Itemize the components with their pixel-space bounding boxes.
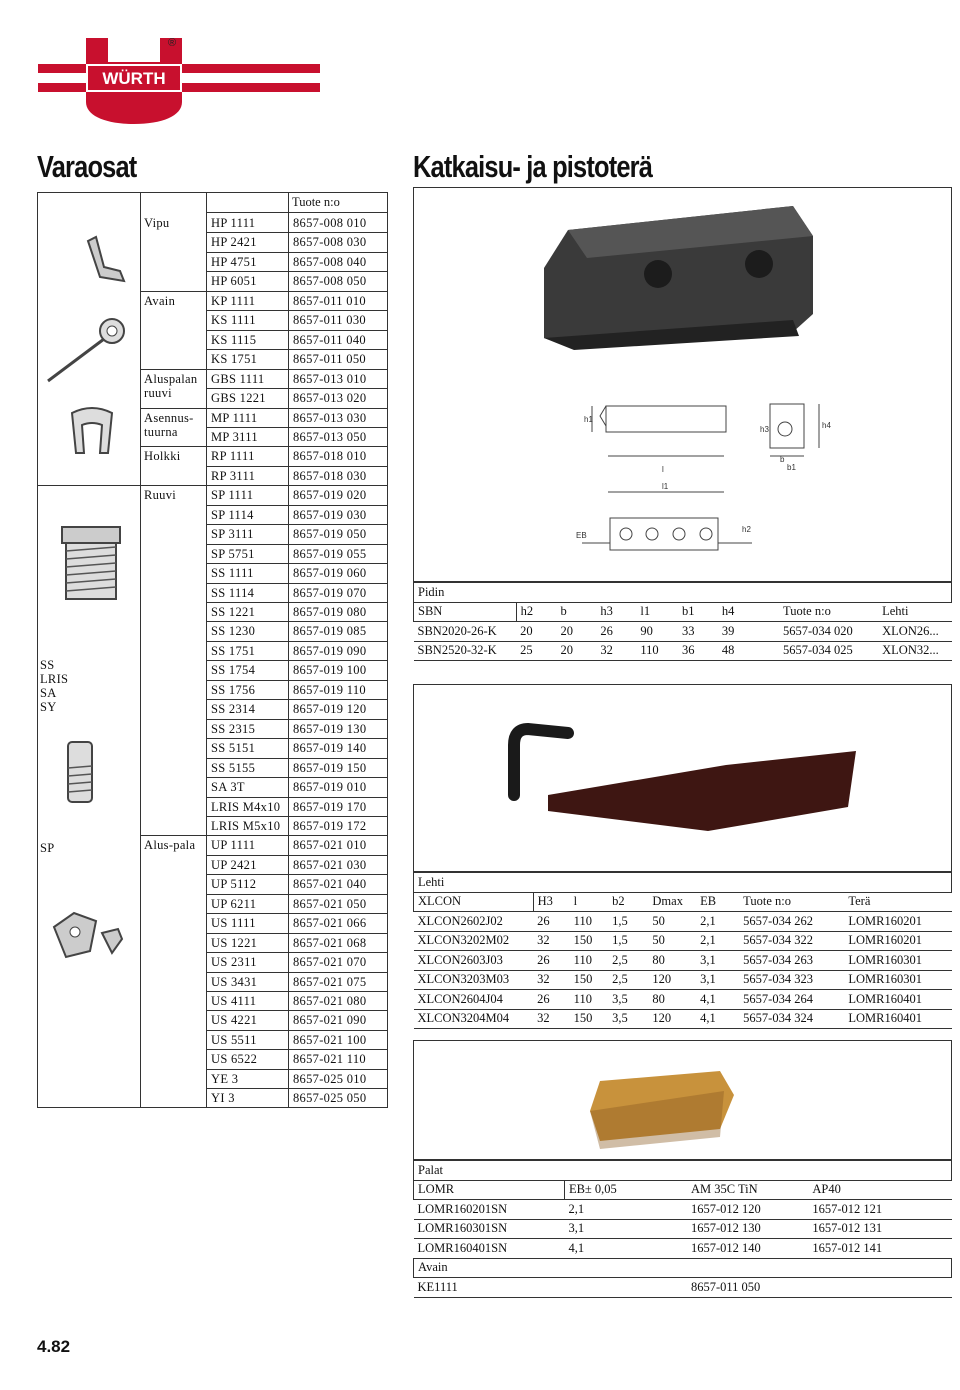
part-code: LRIS M5x10	[211, 818, 281, 833]
column-header: h4	[718, 602, 779, 622]
part-code: SS 1751	[211, 643, 256, 658]
insert-illustration	[414, 1041, 953, 1161]
part-code: UP 2421	[211, 857, 257, 872]
table-cell: 150	[570, 970, 609, 990]
part-code: US 5511	[211, 1032, 257, 1047]
part-code: SP 3111	[211, 527, 254, 542]
table-row	[414, 1278, 952, 1298]
column-header: h2	[516, 602, 556, 622]
part-code: UP 6211	[211, 896, 257, 911]
table-cell: 33	[678, 622, 718, 642]
part-code: US 4111	[211, 994, 257, 1008]
part-product-no: 8657-019 050	[293, 527, 367, 542]
table-cell: LOMR160401	[844, 1009, 951, 1029]
column-header: SBN	[414, 602, 517, 622]
table-cell: 5657-034 323	[739, 970, 844, 990]
part-code: HP 4751	[211, 254, 257, 269]
part-code: SP 1111	[211, 488, 254, 503]
table-cell: 120	[648, 970, 696, 990]
table-cell: 5657-034 324	[739, 1009, 844, 1029]
part-code: SS 5151	[211, 741, 256, 756]
column-header: XLCON	[414, 892, 534, 912]
column-header: b	[557, 602, 597, 622]
table-cell: 80	[648, 951, 696, 971]
blade-and-key-illustration	[414, 685, 953, 873]
table-cell: 1657-012 120	[687, 1200, 808, 1220]
part-product-no: 8657-018 030	[293, 468, 367, 483]
table-cell: 3,1	[696, 970, 739, 990]
table-cell: 90	[636, 622, 678, 642]
table-cell: 2,5	[608, 970, 648, 990]
table-cell: 32	[596, 641, 636, 661]
part-code: SS 1754	[211, 663, 256, 678]
table-cell: 26	[596, 622, 636, 642]
part-product-no: 8657-021 090	[293, 1013, 367, 1028]
table-row	[414, 1009, 952, 1029]
svg-text:l: l	[662, 465, 664, 474]
part-product-no: 8657-021 070	[293, 955, 367, 970]
part-product-no: 8657-019 120	[293, 702, 367, 717]
part-product-no: 8657-013 010	[293, 371, 367, 386]
part-product-no: 8657-019 130	[293, 721, 367, 736]
table-cell: 50	[648, 912, 696, 932]
part-product-no: 8657-008 040	[293, 254, 367, 269]
group-label: Holkki	[144, 449, 181, 464]
part-code: GBS 1111	[211, 371, 265, 386]
table-cell: 110	[570, 951, 609, 971]
part-code: US 3431	[211, 974, 258, 989]
part-product-no: 8657-019 140	[293, 741, 367, 756]
table-cell: SBN2520-32-K	[414, 641, 517, 661]
table-cell: 26	[533, 951, 570, 971]
left-section-title: Varaosat	[37, 149, 137, 184]
part-product-no: 8657-021 066	[293, 916, 367, 931]
part-product-no: 8657-013 030	[293, 410, 367, 425]
table-cell: 48	[718, 641, 779, 661]
part-product-no: 8657-019 085	[293, 624, 367, 639]
part-code: YE 3	[211, 1071, 239, 1086]
part-code: SS 2314	[211, 702, 256, 717]
table-cell: 25	[516, 641, 556, 661]
table-cell: LOMR160201	[844, 912, 951, 932]
group-label: Avain	[144, 293, 176, 308]
set-screw-image	[62, 738, 102, 808]
table-cell: XLCON3203M03	[414, 970, 534, 990]
support-pad-image	[48, 907, 128, 967]
svg-text:b1: b1	[787, 463, 796, 472]
part-code: MP 1111	[211, 410, 258, 425]
part-code: SP 1114	[211, 507, 254, 522]
part-code: MP 3111	[211, 429, 258, 444]
table-cell: 20	[557, 641, 597, 661]
table-cell: 1657-012 121	[808, 1200, 951, 1220]
svg-text:h2: h2	[742, 525, 751, 534]
part-product-no: 8657-018 010	[293, 449, 367, 464]
table-cell: XLON26...	[878, 622, 951, 642]
part-product-no: 8657-011 010	[293, 293, 366, 308]
table-cell: 2,1	[696, 912, 739, 932]
column-header: Tuote n:o	[739, 892, 844, 912]
table-row	[414, 912, 952, 932]
part-code: RP 3111	[211, 468, 256, 483]
part-code: HP 2421	[211, 235, 257, 250]
part-code: HP 1111	[211, 216, 256, 230]
table-cell: 5657-034 020	[779, 622, 878, 642]
wurth-logo	[38, 36, 328, 126]
page-number: 4.82	[37, 1337, 71, 1356]
table-cell: XLCON3204M04	[414, 1009, 534, 1029]
part-code: YI 3	[211, 1091, 235, 1106]
part-code: KP 1111	[211, 293, 256, 308]
part-code: SS 5155	[211, 760, 256, 775]
part-code: UP 5112	[211, 877, 257, 892]
table-cell: XLCON2604J04	[414, 990, 534, 1010]
column-header: EB	[696, 892, 739, 912]
part-product-no: 8657-021 010	[293, 838, 367, 853]
table-cell: 3,5	[608, 990, 648, 1010]
spare-parts-table	[37, 192, 388, 1108]
column-header: Tuote n:o	[779, 602, 878, 622]
column-header: Lehti	[878, 602, 951, 622]
column-header: EB± 0,05	[564, 1180, 687, 1200]
mounting-pin-image	[68, 405, 118, 460]
part-product-no: 8657-021 068	[293, 935, 367, 950]
holder-illustration	[414, 188, 953, 583]
part-product-no: 8657-019 150	[293, 760, 367, 775]
part-code: SS 1230	[211, 624, 256, 639]
table-cell: 20	[516, 622, 556, 642]
column-header: l1	[636, 602, 678, 622]
group-label: Asennus-tuurna	[144, 410, 194, 439]
group-label: Alus-pala	[144, 838, 196, 853]
part-product-no: 8657-008 030	[293, 235, 367, 250]
blade-table	[413, 872, 952, 1029]
column-header: H3	[533, 892, 570, 912]
table-cell: 50	[648, 931, 696, 951]
table-row	[414, 931, 952, 951]
part-code: SS 1114	[211, 585, 255, 600]
table-cell: XLON32...	[878, 641, 951, 661]
table-cell: XLCON2603J03	[414, 951, 534, 971]
svg-text:b: b	[780, 455, 785, 464]
part-code: SS 1756	[211, 682, 256, 697]
table-cell: 4,1	[564, 1239, 687, 1259]
sp-label: SP	[40, 841, 55, 855]
part-product-no: 8657-025 010	[293, 1071, 367, 1086]
key-product-no: 8657-011 050	[687, 1278, 952, 1298]
part-product-no: 8657-013 050	[293, 429, 367, 444]
part-product-no: 8657-019 172	[293, 818, 367, 833]
table-cell: XLCON3202M02	[414, 931, 534, 951]
screw-image	[56, 523, 126, 603]
table-header-product-no: Tuote n:o	[292, 195, 340, 209]
table-cell: 110	[636, 641, 678, 661]
table-cell: 2,5	[608, 951, 648, 971]
part-product-no: 8657-011 030	[293, 313, 366, 328]
inserts-table	[413, 1160, 952, 1298]
table-row	[414, 951, 952, 971]
part-code: SP 5751	[211, 546, 255, 561]
part-product-no: 8657-019 110	[293, 682, 366, 697]
key-caption: Avain	[414, 1258, 952, 1278]
table-cell: 26	[533, 912, 570, 932]
part-product-no: 8657-019 020	[293, 488, 367, 503]
table-cell: 36	[678, 641, 718, 661]
group-label: Ruuvi	[144, 488, 177, 503]
group-label: Aluspalan ruuvi	[144, 371, 198, 400]
part-product-no: 8657-019 055	[293, 546, 367, 561]
part-product-no: 8657-008 010	[293, 216, 367, 230]
column-header: b2	[608, 892, 648, 912]
table-cell: 5657-034 262	[739, 912, 844, 932]
part-product-no: 8657-025 050	[293, 1091, 367, 1106]
svg-text:EB: EB	[576, 531, 587, 540]
part-code: UP 1111	[211, 838, 256, 853]
table-cell: LOMR160401	[844, 990, 951, 1010]
table-cell: 1657-012 130	[687, 1219, 808, 1239]
part-code: LRIS M4x10	[211, 799, 281, 814]
table-row	[414, 970, 952, 990]
table-cell: 3,1	[696, 951, 739, 971]
brand-wordmark: WÜRTH	[102, 69, 166, 88]
table-cell: LOMR160301	[844, 951, 951, 971]
part-product-no: 8657-019 030	[293, 507, 367, 522]
column-header: h3	[596, 602, 636, 622]
part-product-no: 8657-021 050	[293, 896, 367, 911]
column-header: l	[570, 892, 609, 912]
part-code: KS 1115	[211, 332, 257, 347]
table-row	[414, 1200, 952, 1220]
part-product-no: 8657-021 110	[293, 1052, 366, 1067]
table-cell: 3,5	[608, 1009, 648, 1029]
part-code: SS 2315	[211, 721, 256, 736]
table-cell: 4,1	[696, 1009, 739, 1029]
holder-table	[413, 582, 952, 661]
table-row	[414, 1219, 952, 1239]
part-product-no: 8657-011 040	[293, 332, 366, 347]
insert-image-box	[413, 1040, 952, 1160]
table-cell: 1,5	[608, 931, 648, 951]
table-row	[414, 1239, 952, 1259]
table-cell: 5657-034 263	[739, 951, 844, 971]
table-cell: 1657-012 131	[808, 1219, 951, 1239]
group-label: Vipu	[144, 216, 170, 230]
table-cell: 5657-034 264	[739, 990, 844, 1010]
part-product-no: 8657-021 030	[293, 857, 367, 872]
table-cell: LOMR160301SN	[414, 1219, 565, 1239]
column-header: LOMR	[414, 1180, 565, 1200]
part-product-no: 8657-019 060	[293, 566, 367, 581]
part-product-no: 8657-021 075	[293, 974, 367, 989]
part-product-no: 8657-013 020	[293, 391, 367, 406]
svg-text:l1: l1	[662, 482, 669, 491]
table-cell: 20	[557, 622, 597, 642]
table-cell: SBN2020-26-K	[414, 622, 517, 642]
table-cell: LOMR160201	[844, 931, 951, 951]
table-cell: 150	[570, 1009, 609, 1029]
svg-text:h1: h1	[584, 415, 593, 424]
part-product-no: 8657-011 050	[293, 352, 366, 367]
table-row	[414, 990, 952, 1010]
part-product-no: 8657-019 080	[293, 605, 367, 619]
table-cell: 1657-012 141	[808, 1239, 951, 1259]
part-product-no: 8657-021 080	[293, 994, 367, 1008]
svg-text:h3: h3	[760, 425, 769, 434]
part-product-no: 8657-008 050	[293, 274, 367, 289]
table-cell: 5657-034 025	[779, 641, 878, 661]
key-image	[42, 311, 132, 391]
table-caption: Lehti	[414, 873, 952, 893]
screw-types-label: SS LRIS SA SY	[40, 658, 69, 714]
part-product-no: 8657-021 100	[293, 1032, 367, 1047]
table-cell: 2,1	[564, 1200, 687, 1220]
table-cell: 32	[533, 1009, 570, 1029]
table-cell: 39	[718, 622, 779, 642]
part-product-no: 8657-019 010	[293, 780, 367, 795]
part-product-no: 8657-019 170	[293, 799, 367, 814]
part-code: KS 1111	[211, 313, 256, 328]
table-cell: 120	[648, 1009, 696, 1029]
part-product-no: 8657-019 100	[293, 663, 367, 678]
table-cell: 4,1	[696, 990, 739, 1010]
table-cell: 32	[533, 931, 570, 951]
part-code: US 6522	[211, 1052, 258, 1067]
table-cell: 110	[570, 912, 609, 932]
column-header: AM 35C TiN	[687, 1180, 808, 1200]
table-cell: 150	[570, 931, 609, 951]
part-code: SA 3T	[211, 780, 245, 795]
part-code: US 1111	[211, 916, 256, 931]
svg-text:h4: h4	[822, 421, 831, 430]
table-cell: LOMR160401SN	[414, 1239, 565, 1259]
table-cell: 2,1	[696, 931, 739, 951]
part-product-no: 8657-019 090	[293, 643, 367, 658]
part-code: US 1221	[211, 935, 258, 950]
table-caption: Palat	[414, 1161, 952, 1181]
right-section-title: Katkaisu- ja pistoterä	[413, 149, 653, 184]
table-cell: 5657-034 322	[739, 931, 844, 951]
lever-image	[78, 231, 128, 291]
blade-image-box	[413, 684, 952, 872]
column-header: b1	[678, 602, 718, 622]
column-header: Terä	[844, 892, 951, 912]
part-code: HP 6051	[211, 274, 257, 289]
part-product-no: 8657-019 070	[293, 585, 367, 600]
table-cell: LOMR160201SN	[414, 1200, 565, 1220]
part-code: SS 1111	[211, 566, 254, 581]
table-row	[414, 641, 952, 661]
table-row	[414, 622, 952, 642]
part-code: GBS 1221	[211, 391, 266, 406]
table-cell: 3,1	[564, 1219, 687, 1239]
part-code: RP 1111	[211, 449, 255, 464]
column-header: Dmax	[648, 892, 696, 912]
part-code: US 2311	[211, 955, 257, 970]
part-code: KS 1751	[211, 352, 258, 367]
table-cell: XLCON2602J02	[414, 912, 534, 932]
table-cell: 1657-012 140	[687, 1239, 808, 1259]
part-product-no: 8657-021 040	[293, 877, 367, 892]
table-cell: 80	[648, 990, 696, 1010]
part-code: US 4221	[211, 1013, 258, 1028]
table-cell: 110	[570, 990, 609, 1010]
table-cell: 1,5	[608, 912, 648, 932]
table-caption: Pidin	[414, 583, 952, 603]
column-header: AP40	[808, 1180, 951, 1200]
table-cell: 32	[533, 970, 570, 990]
holder-image-box	[413, 187, 952, 582]
part-code: SS 1221	[211, 605, 256, 619]
svg-text:®: ®	[168, 37, 177, 49]
key-code: KE1111	[414, 1278, 687, 1298]
table-cell: LOMR160301	[844, 970, 951, 990]
table-cell: 26	[533, 990, 570, 1010]
